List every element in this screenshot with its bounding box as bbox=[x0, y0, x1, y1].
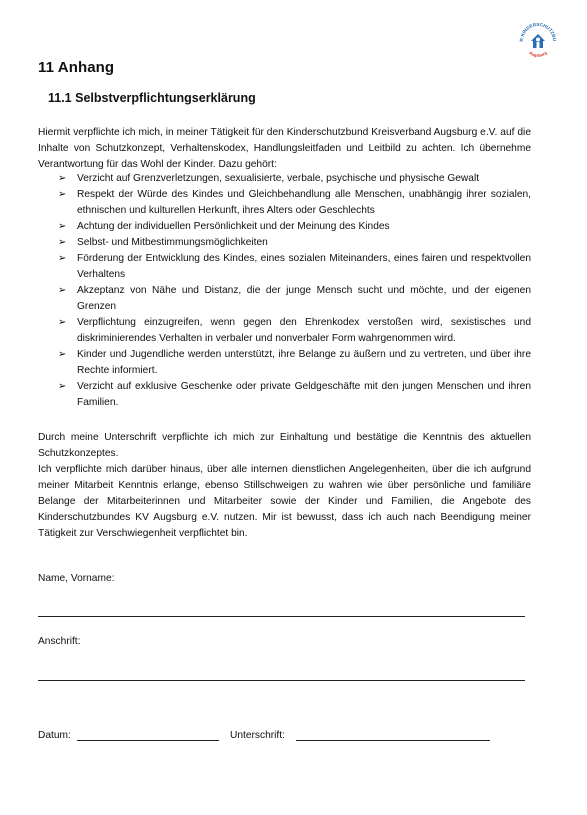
list-item-text: Förderung der Entwicklung des Kindes, eines sozialen Miteinanders, eines fairen und respektvollen Verhaltens bbox=[77, 253, 531, 280]
subsection-heading: 11.1 Selbstverpflichtungserklärung bbox=[48, 91, 256, 105]
kinderschutzbund-logo bbox=[517, 19, 559, 61]
address-label: Anschrift: bbox=[38, 636, 81, 647]
arrow-bullet-icon: ➢ bbox=[58, 173, 67, 184]
arrow-bullet-icon: ➢ bbox=[58, 221, 67, 232]
list-item bbox=[58, 379, 531, 411]
signature-line[interactable] bbox=[296, 740, 490, 741]
list-item-text: Akzeptanz von Nähe und Distanz, die der junge Mensch sucht und möchte, und der eigenen Grenzen bbox=[77, 285, 531, 312]
list-item-text: Kinder und Jugendliche werden unterstützt, ihre Belange zu äußern und zu vertreten, und über ihre Rechte informiert. bbox=[77, 349, 531, 376]
svg-text:Augsburg: Augsburg bbox=[528, 50, 548, 58]
arrow-bullet-icon: ➢ bbox=[58, 189, 67, 200]
section-heading: 11 Anhang bbox=[38, 59, 115, 76]
arrow-bullet-icon: ➢ bbox=[58, 381, 67, 392]
list-item bbox=[58, 219, 531, 235]
arrow-bullet-icon: ➢ bbox=[58, 253, 67, 264]
commitment-list bbox=[58, 171, 531, 411]
list-item bbox=[58, 315, 531, 347]
list-item bbox=[58, 187, 531, 219]
list-item bbox=[58, 347, 531, 379]
arrow-bullet-icon: ➢ bbox=[58, 349, 67, 360]
list-item bbox=[58, 235, 531, 251]
list-item-text: Verzicht auf Grenzverletzungen, sexualisierte, verbale, psychische und physische Gewalt bbox=[77, 173, 480, 184]
list-item bbox=[58, 171, 531, 187]
arrow-bullet-icon: ➢ bbox=[58, 317, 67, 328]
confirmation-paragraph: Durch meine Unterschrift verpflichte ich mich zur Einhaltung und bestätige die Kenntnis des aktuellen Schutzkonzeptes. bbox=[38, 432, 531, 459]
signature-label: Unterschrift: bbox=[230, 730, 285, 741]
date-label: Datum: bbox=[38, 730, 71, 741]
list-item-text: Respekt der Würde des Kindes und Gleichbehandlung alle Menschen, unabhängig ihrer sozialen, ethnischen und kulturellen Herkunft, ihres Alters oder Geschlechts bbox=[77, 189, 531, 216]
name-signature-line[interactable] bbox=[38, 616, 525, 617]
svg-text:DER KINDERSCHUTZBUND: R KINDERSCHUTZBU bbox=[518, 21, 558, 42]
list-item-text: Achtung der individuellen Persönlichkeit und der Meinung des Kindes bbox=[77, 221, 390, 232]
name-label: Name, Vorname: bbox=[38, 573, 115, 584]
list-item bbox=[58, 251, 531, 283]
list-item bbox=[58, 283, 531, 315]
list-item-text: Selbst- und Mitbestimmungsmöglichkeiten bbox=[77, 237, 268, 248]
intro-paragraph: Hiermit verpflichte ich mich, in meiner Tätigkeit für den Kinderschutzbund Kreisverband Augsburg e.V. auf die Inhalte von Schutzkonzept, Verhaltenskodex, Handlungsleitfaden und Leitbild zu achten. Ich übernehme Verantwortung für das Wohl der Kinder. Dazu gehört: bbox=[38, 127, 531, 170]
address-signature-line[interactable] bbox=[38, 680, 525, 681]
confidentiality-paragraph: Ich verpflichte mich darüber hinaus, über alle internen dienstlichen Angelegenheiten, über die ich aufgrund meiner Mitarbeit Kenntnis erlange, ebenso Stillschweigen zu wahren wie über persönliche und familiäre Belange der Mitarbeiterinnen und Mitarbeiter sowie der Kinder und Familien, die Angebote des Kinderschutzbundes KV Augsburg e.V. nutzen. Mir ist bewusst, dass ich auch nach Beendigung meiner Tätigkeit zur Verschwiegenheit verpflichtet bin. bbox=[38, 464, 531, 539]
arrow-bullet-icon: ➢ bbox=[58, 285, 67, 296]
date-line[interactable] bbox=[77, 740, 219, 741]
arrow-bullet-icon: ➢ bbox=[58, 237, 67, 248]
list-item-text: Verpflichtung einzugreifen, wenn gegen den Ehrenkodex verstoßen wird, sexistisches und diskriminierendes Verhalten in verbaler und nonverbaler Form wahrgenommen wird. bbox=[77, 317, 531, 344]
list-item-text: Verzicht auf exklusive Geschenke oder private Geldgeschäfte mit den jungen Menschen und ihren Familien. bbox=[77, 381, 531, 408]
